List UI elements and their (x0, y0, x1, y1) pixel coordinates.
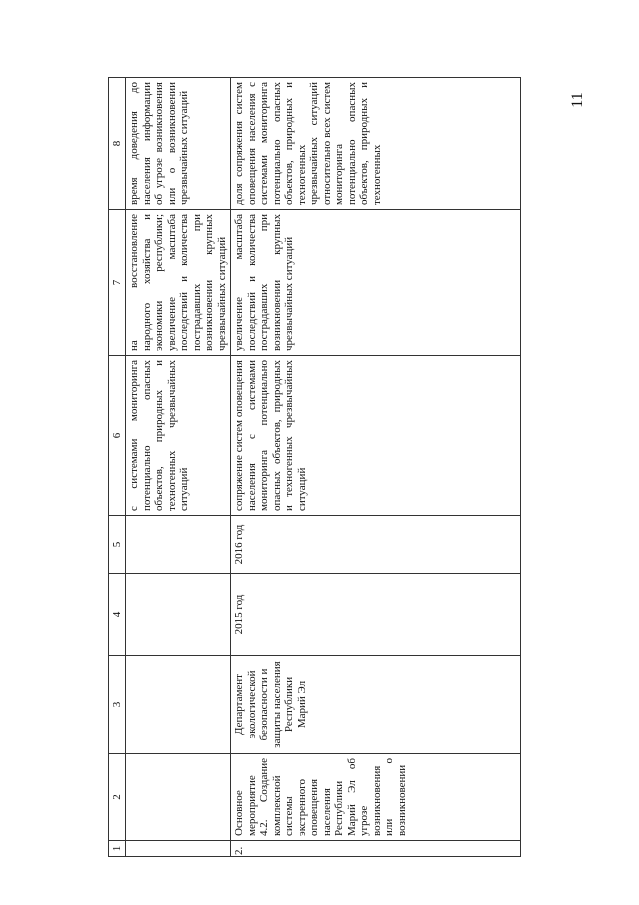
consequences-cell: увеличение масштаба последствий и количества пострадавших при возникновении крупных чрезвычайных ситуаций (231, 210, 521, 356)
column-number: 7 (109, 210, 126, 356)
column-number: 3 (109, 656, 126, 754)
column-number: 1 (109, 841, 126, 857)
column-number: 4 (109, 574, 126, 656)
column-number: 2 (109, 754, 126, 841)
page-number: 11 (569, 92, 586, 108)
consequences-cell: на восстановление народного хозяйства и экономики республики; увеличение масштаба последствий и количества пострадавших при возникновении крупных чрезвычайных ситуаций (126, 210, 231, 356)
measures-table (108, 77, 521, 857)
table-row (231, 78, 521, 857)
content-cell: с системами мониторинга потенциально опасных объектов, природных и техногенных чрезвычайных ситуаций (126, 356, 231, 516)
column-number: 6 (109, 356, 126, 516)
start-year-cell: 2015 год (231, 574, 521, 656)
start-year-cell (126, 574, 231, 656)
column-number: 8 (109, 78, 126, 210)
indicator-cell: доля сопряжения систем оповещения населения с системами мониторинга потенциально опасных объектов, природных и техногенных чрезвычайных ситуаций относительно всех систем мониторинга потенциально опасных объектов, природных и техногенных (231, 78, 521, 210)
executor-cell (126, 656, 231, 754)
row-number-cell: 2. (231, 841, 521, 857)
rotated-table-container (108, 78, 520, 857)
end-year-cell (126, 516, 231, 574)
executor-cell: Департамент экологической безопасности и защиты населения Республики Марий Эл (231, 656, 521, 754)
table-row (126, 78, 231, 857)
column-number: 5 (109, 516, 126, 574)
row-number-cell (126, 841, 231, 857)
end-year-cell: 2016 год (231, 516, 521, 574)
indicator-cell: время доведения до населения информации об угрозе возникновения или о возникновении чрезвычайных ситуаций (126, 78, 231, 210)
column-number-header-row (109, 78, 126, 857)
measure-name-cell: Основное мероприятие 4.2. Создание комплексной системы экстренного оповещения населения Республики Марий Эл об угрозе возникновения или о возникновении (231, 754, 521, 841)
content-cell: сопряжение систем оповещения населения с системами мониторинга потенциально опасных объектов, природных и техногенных чрезвычайных ситуаций (231, 356, 521, 516)
measure-name-cell (126, 754, 231, 841)
